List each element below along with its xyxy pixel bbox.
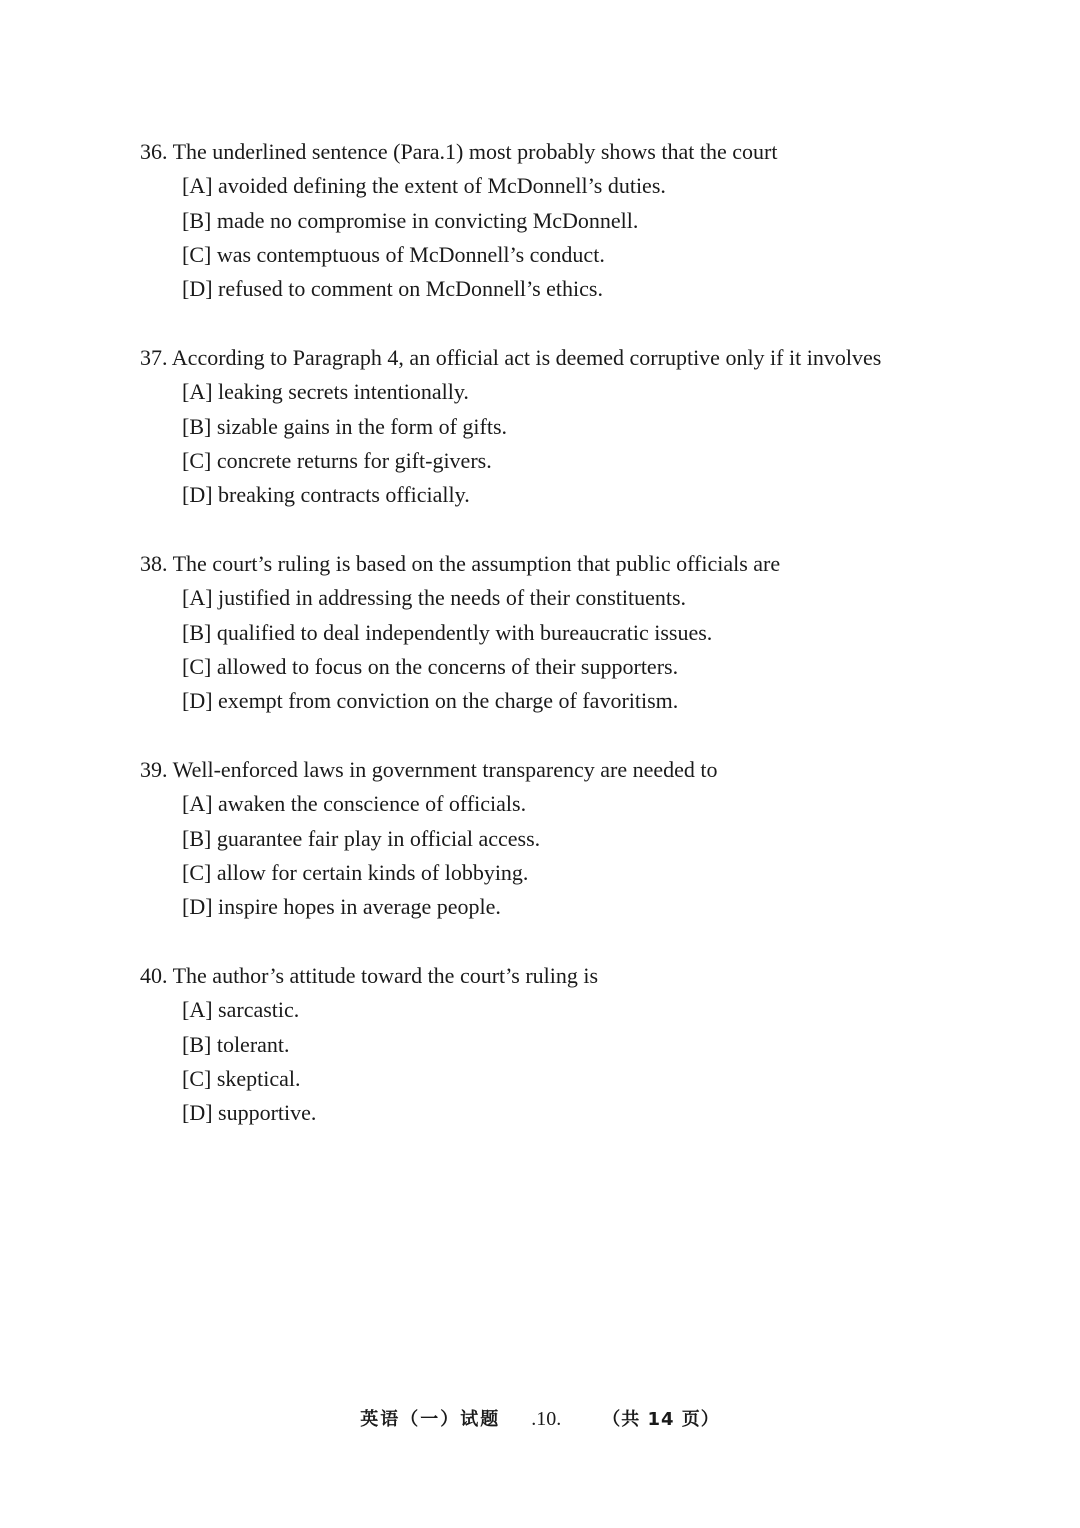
option-a: [A] sarcastic. bbox=[182, 997, 300, 1023]
option-b: [B] sizable gains in the form of gifts. bbox=[182, 413, 508, 439]
option-c: [C] allow for certain kinds of lobbying. bbox=[182, 859, 529, 885]
option-b: [B] qualified to deal independently with bureaucratic issues. bbox=[182, 619, 713, 645]
page-total: （共 14 页） bbox=[602, 1409, 720, 1430]
page-footer bbox=[0, 1404, 1080, 1435]
option-c: [C] allowed to focus on the concerns of their supporters. bbox=[182, 653, 679, 679]
option-c: [C] skeptical. bbox=[182, 1065, 301, 1091]
option-b: [B] made no compromise in convicting McDonnell. bbox=[182, 207, 639, 233]
option-d: [D] refused to comment on McDonnell’s ethics. bbox=[182, 276, 603, 302]
question-39 bbox=[140, 753, 1040, 924]
question-37 bbox=[140, 341, 1040, 512]
option-c: [C] was contemptuous of McDonnell’s conduct. bbox=[182, 241, 605, 267]
question-stem: 40. The author’s attitude toward the court’s ruling is bbox=[140, 962, 599, 988]
option-d: [D] inspire hopes in average people. bbox=[182, 894, 501, 920]
option-list bbox=[140, 993, 1040, 1130]
question-stem: 36. The underlined sentence (Para.1) most probably shows that the court bbox=[140, 139, 778, 164]
question-40 bbox=[140, 959, 1040, 1130]
question-stem: 39. Well-enforced laws in government transparency are needed to bbox=[140, 756, 718, 782]
option-list bbox=[140, 169, 1040, 306]
option-list bbox=[140, 581, 1040, 718]
option-a: [A] avoided defining the extent of McDonnell’s duties. bbox=[182, 173, 666, 199]
option-list bbox=[140, 375, 1040, 512]
option-a: [A] justified in addressing the needs of their constituents. bbox=[182, 585, 687, 611]
question-stem: 37. According to Paragraph 4, an official act is deemed corruptive only if it involves bbox=[140, 344, 882, 370]
question-36 bbox=[140, 135, 1040, 306]
option-d: [D] exempt from conviction on the charge of favoritism. bbox=[182, 688, 679, 714]
option-b: [B] tolerant. bbox=[182, 1031, 290, 1057]
question-list bbox=[140, 135, 1040, 1165]
option-b: [B] guarantee fair play in official access. bbox=[182, 825, 541, 851]
option-a: [A] leaking secrets intentionally. bbox=[182, 379, 469, 405]
exam-title: 英语（一）试题 bbox=[360, 1409, 501, 1430]
option-d: [D] breaking contracts officially. bbox=[182, 482, 470, 508]
option-d: [D] supportive. bbox=[182, 1100, 317, 1126]
option-list bbox=[140, 787, 1040, 924]
option-a: [A] awaken the conscience of officials. bbox=[182, 791, 527, 817]
option-c: [C] concrete returns for gift-givers. bbox=[182, 447, 492, 473]
page-number: .10. bbox=[531, 1408, 562, 1430]
question-38 bbox=[140, 547, 1040, 718]
question-stem: 38. The court’s ruling is based on the assumption that public officials are bbox=[140, 550, 781, 576]
